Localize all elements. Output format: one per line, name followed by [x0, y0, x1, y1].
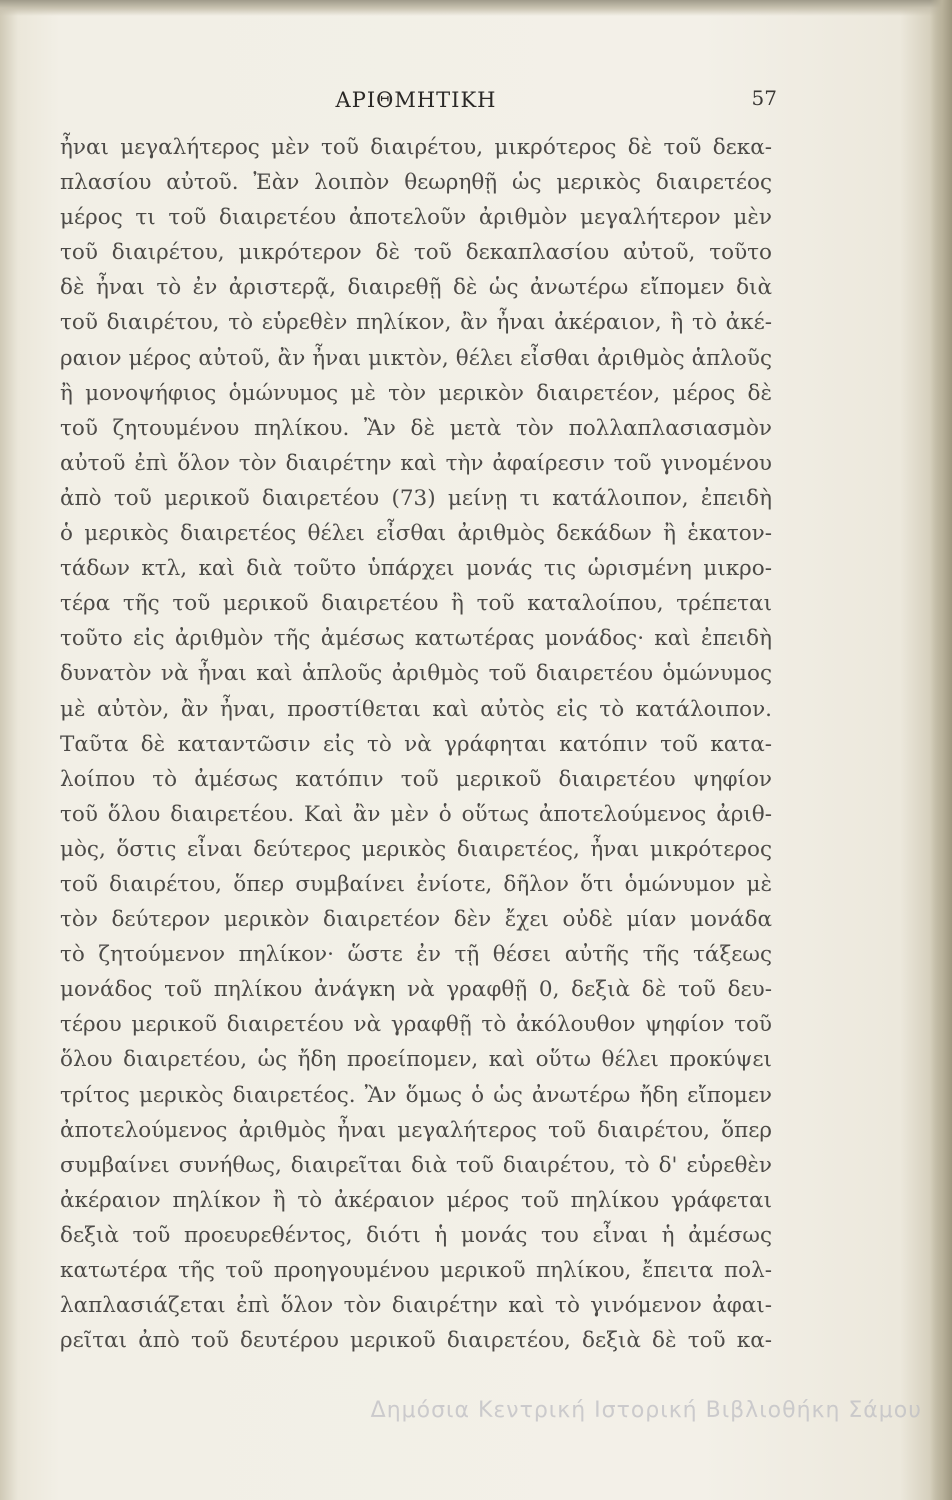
text-line: δεξιὰ τοῦ προευρεθέντος, διότι ἡ μονάς του εἶναι ἡ ἀμέσως: [60, 1222, 772, 1248]
text-line: τοῦ διαιρέτου, ὅπερ συμβαίνει ἐνίοτε, δῆλον ὅτι ὁμώνυμον μὲ: [60, 871, 772, 897]
text-line: λαπλασιάζεται ἐπὶ ὅλον τὸν διαιρέτην καὶ τὸ γινόμενον ἀφαι-: [60, 1293, 772, 1319]
page-number: 57: [751, 86, 777, 110]
text-line: ἀποτελούμενος ἀριθμὸς ἦναι μεγαλήτερος τοῦ διαιρέτου, ὅπερ: [60, 1117, 772, 1143]
body-text: [60, 130, 772, 1358]
text-line: Ταῦτα δὲ καταντῶσιν εἰς τὸ νὰ γράφηται κατόπιν τοῦ κατα-: [60, 731, 772, 757]
text-line: δυνατὸν νὰ ἦναι καὶ ἁπλοῦς ἀριθμὸς τοῦ διαιρετέου ὁμώνυμος: [60, 661, 772, 687]
running-title: ΑΡΙΘΜΗΤΙΚΗ: [335, 88, 497, 112]
book-binding-edge: [930, 0, 952, 1500]
text-line: ραιον μέρος αὐτοῦ, ἂν ἦναι μικτὸν, θέλει εἶσθαι ἀριθμὸς ἁπλοῦς: [60, 345, 772, 371]
text-line: τοῦ διαιρέτου, τὸ εὑρεθὲν πηλίκον, ἂν ἦναι ἀκέραιον, ἢ τὸ ἀκέ-: [60, 310, 772, 336]
text-line: μονάδος τοῦ πηλίκου ἀνάγκη νὰ γραφθῇ 0, δεξιὰ δὲ τοῦ δευ-: [60, 977, 772, 1003]
text-line: τὸ ζητούμενον πηλίκον· ὥστε ἐν τῇ θέσει αὐτῆς τῆς τάξεως: [60, 942, 772, 968]
text-line: τρίτος μερικὸς διαιρετέος. Ἂν ὅμως ὁ ὡς ἀνωτέρω ἤδη εἴπομεν: [60, 1082, 772, 1108]
text-line: τοῦ διαιρέτου, μικρότερον δὲ τοῦ δεκαπλασίου αὐτοῦ, τοῦτο: [60, 240, 772, 266]
text-line: πλασίου αὐτοῦ. Ἐὰν λοιπὸν θεωρηθῇ ὡς μερικὸς διαιρετέος: [60, 170, 772, 196]
text-line: δὲ ἦναι τὸ ἐν ἀριστερᾷ, διαιρεθῇ δὲ ὡς ἀνωτέρω εἴπομεν διὰ: [60, 275, 772, 301]
library-watermark: Δημόσια Κεντρική Ιστορική Βιβλιοθήκη Σάμου: [370, 1398, 922, 1423]
page-top-edge: [0, 0, 952, 16]
text-line: τοῦ ὅλου διαιρετέου. Καὶ ἂν μὲν ὁ οὕτως ἀποτελούμενος ἀριθ-: [60, 801, 772, 827]
text-line: μὸς, ὅστις εἶναι δεύτερος μερικὸς διαιρετέος, ἦναι μικρότερος: [60, 836, 772, 862]
text-line: ἀκέραιον πηλίκον ἢ τὸ ἀκέραιον μέρος τοῦ πηλίκου γράφεται: [60, 1187, 772, 1213]
text-line: ρεῖται ἀπὸ τοῦ δευτέρου μερικοῦ διαιρετέου, δεξιὰ δὲ τοῦ κα-: [60, 1328, 772, 1354]
text-line: τοῦ ζητουμένου πηλίκου. Ἂν δὲ μετὰ τὸν πολλαπλασιασμὸν: [60, 415, 772, 441]
text-line: συμβαίνει συνήθως, διαιρεῖται διὰ τοῦ διαιρέτου, τὸ δ' εὑρεθὲν: [60, 1152, 772, 1178]
page-header: [60, 80, 777, 120]
text-line: μέρος τι τοῦ διαιρετέου ἀποτελοῦν ἀριθμὸν μεγαλήτερον μὲν: [60, 205, 772, 231]
text-line: λοίπου τὸ ἀμέσως κατόπιν τοῦ μερικοῦ διαιρετέου ψηφίον: [60, 766, 772, 792]
text-line: τὸν δεύτερον μερικὸν διαιρετέον δὲν ἔχει οὐδὲ μίαν μονάδα: [60, 907, 772, 933]
text-line: τάδων κτλ, καὶ διὰ τοῦτο ὑπάρχει μονάς τις ὡρισμένη μικρο-: [60, 556, 772, 582]
text-line: τέρα τῆς τοῦ μερικοῦ διαιρετέου ἢ τοῦ καταλοίπου, τρέπεται: [60, 591, 772, 617]
text-line: τοῦτο εἰς ἀριθμὸν τῆς ἀμέσως κατωτέρας μονάδος· καὶ ἐπειδὴ: [60, 626, 772, 652]
text-line: ὁ μερικὸς διαιρετέος θέλει εἶσθαι ἀριθμὸς δεκάδων ἢ ἑκατον-: [60, 521, 772, 547]
text-line: ὅλου διαιρετέου, ὡς ἤδη προείπομεν, καὶ οὕτω θέλει προκύψει: [60, 1047, 772, 1073]
text-line: αὐτοῦ ἐπὶ ὅλον τὸν διαιρέτην καὶ τὴν ἀφαίρεσιν τοῦ γινομένου: [60, 450, 772, 476]
text-line: ἦναι μεγαλήτερος μὲν τοῦ διαιρέτου, μικρότερος δὲ τοῦ δεκα-: [60, 135, 772, 160]
text-line: κατωτέρα τῆς τοῦ προηγουμένου μερικοῦ πηλίκου, ἔπειτα πολ-: [60, 1258, 772, 1283]
text-line: ἢ μονοψήφιος ὁμώνυμος μὲ τὸν μερικὸν διαιρετέον, μέρος δὲ: [60, 380, 772, 406]
text-line: τέρου μερικοῦ διαιρετέου νὰ γραφθῇ τὸ ἀκόλουθον ψηφίον τοῦ: [60, 1012, 772, 1038]
book-page: [60, 80, 777, 1358]
text-line: ἀπὸ τοῦ μερικοῦ διαιρετέου (73) μείνῃ τι κατάλοιπον, ἐπειδὴ: [60, 485, 772, 511]
text-line: μὲ αὐτὸν, ἂν ἦναι, προστίθεται καὶ αὐτὸς εἰς τὸ κατάλοιπον.: [60, 696, 772, 722]
